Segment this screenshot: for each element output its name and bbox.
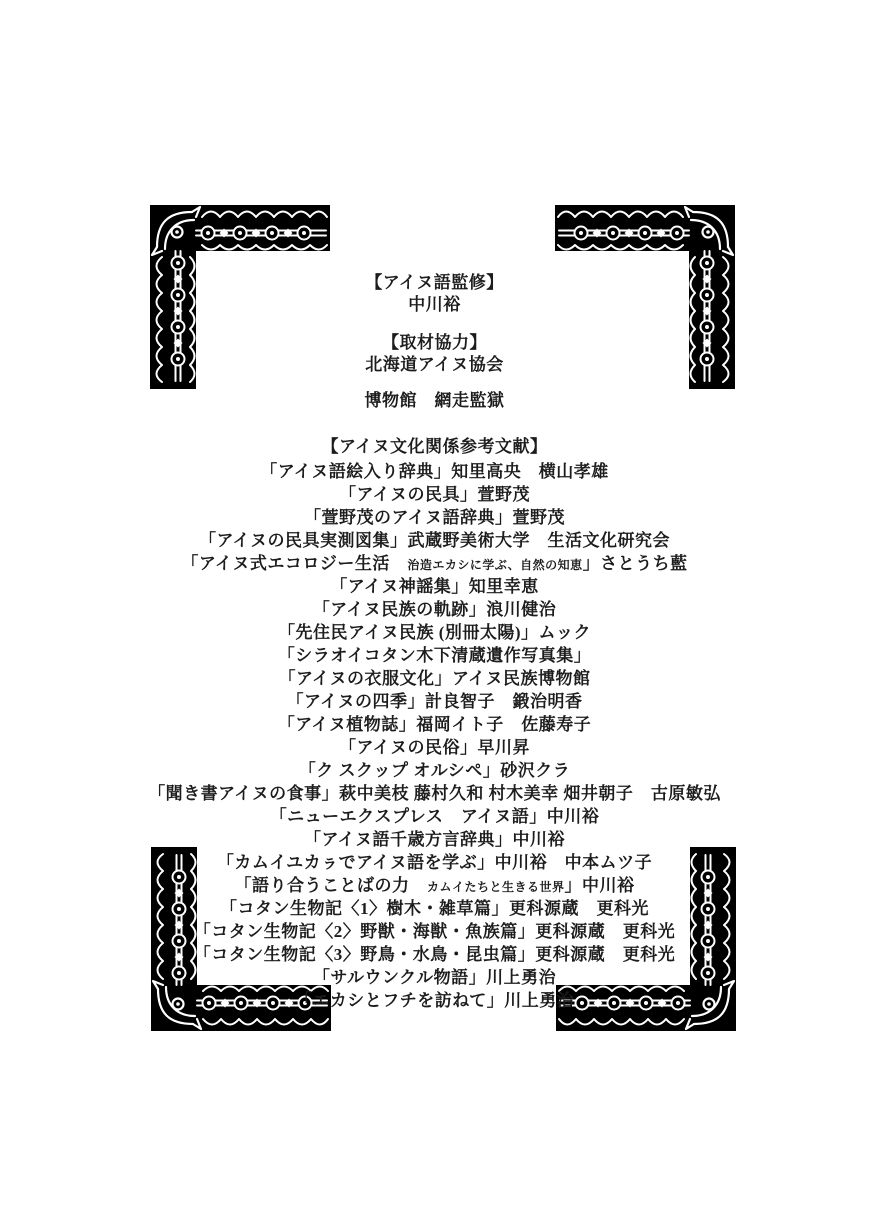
reference-item: 「アイヌ式エコロジー生活 治造エカシに学ぶ、自然の知恵」さとうち藍 [181, 554, 688, 573]
references-heading: 【アイヌ文化関係参考文献】 [321, 437, 548, 456]
cooperation-name: 北海道アイヌ協会 [365, 355, 504, 374]
reference-item: 「ク スクップ オルシペ」砂沢クラ [298, 761, 571, 780]
reference-item: 「コタン生物記〈2〉野獣・海獣・魚族篇」更科源蔵 更科光 [193, 922, 676, 941]
section-reporting-cooperation [0, 332, 869, 376]
reference-item: 「アイヌの衣服文化」アイヌ民族博物館 [278, 669, 591, 688]
reference-item: 「アイヌ神謡集」知里幸恵 [330, 577, 539, 596]
museum-credit-line: 博物館 網走監獄 [364, 391, 505, 410]
reference-item: 「コタン生物記〈1〉樹木・雑草篇」更科源蔵 更科光 [220, 899, 649, 918]
reference-item: 「アイヌ民族の軌跡」浪川健治 [312, 600, 557, 619]
reference-item: 「語り合うことばの力 カムイたちと生きる世界」中川裕 [234, 876, 635, 895]
reference-item: 「シラオイコタン木下清蔵遺作写真集」 [277, 646, 592, 665]
reference-item: 「先住民アイヌ民族 (別冊太陽)」ムック [277, 623, 592, 642]
reference-item: 「アイヌ語絵入り辞典」知里高央 横山孝雄 [260, 462, 609, 481]
supervision-name: 中川裕 [408, 295, 461, 314]
reference-item: 「アイヌ植物誌」福岡イト子 佐藤寿子 [277, 715, 592, 734]
reference-item: 「コタン生物記〈3〉野鳥・水鳥・昆虫篇」更科源蔵 更科光 [193, 945, 676, 964]
reference-list [0, 461, 869, 1013]
reference-item: 「アイヌの四季」計良智子 鍛治明香 [286, 692, 583, 711]
reference-item: 「聞き書アイヌの食事」萩中美枝 藤村久和 村木美幸 畑井朝子 古原敏弘 [148, 784, 721, 803]
reference-item: 「アイヌの民具」萱野茂 [339, 485, 530, 504]
supervision-heading: 【アイヌ語監修】 [365, 273, 504, 292]
reference-item: 「サルウンクル物語」川上勇治 [312, 968, 557, 987]
reference-item: 「アイヌの民俗」早川昇 [339, 738, 530, 757]
reference-item: 「エカシとフチを訪ねて」川上勇治 [294, 991, 575, 1010]
reference-item: 「カムイユカㇻでアイヌ語を学ぶ」中川裕 中本ムツ子 [216, 853, 653, 872]
reference-item: 「ニューエクスプレス アイヌ語」中川裕 [269, 807, 600, 826]
section-references [0, 436, 869, 1013]
section-language-supervision [0, 272, 869, 316]
reference-item: 「アイヌの民具実測図集」武蔵野美術大学 生活文化研究会 [199, 531, 670, 550]
reference-item: 「アイヌ語千歳方言辞典」中川裕 [304, 830, 565, 849]
reference-item: 「萱野茂のアイヌ語辞典」萱野茂 [304, 508, 565, 527]
cooperation-heading: 【取材協力】 [382, 333, 487, 352]
